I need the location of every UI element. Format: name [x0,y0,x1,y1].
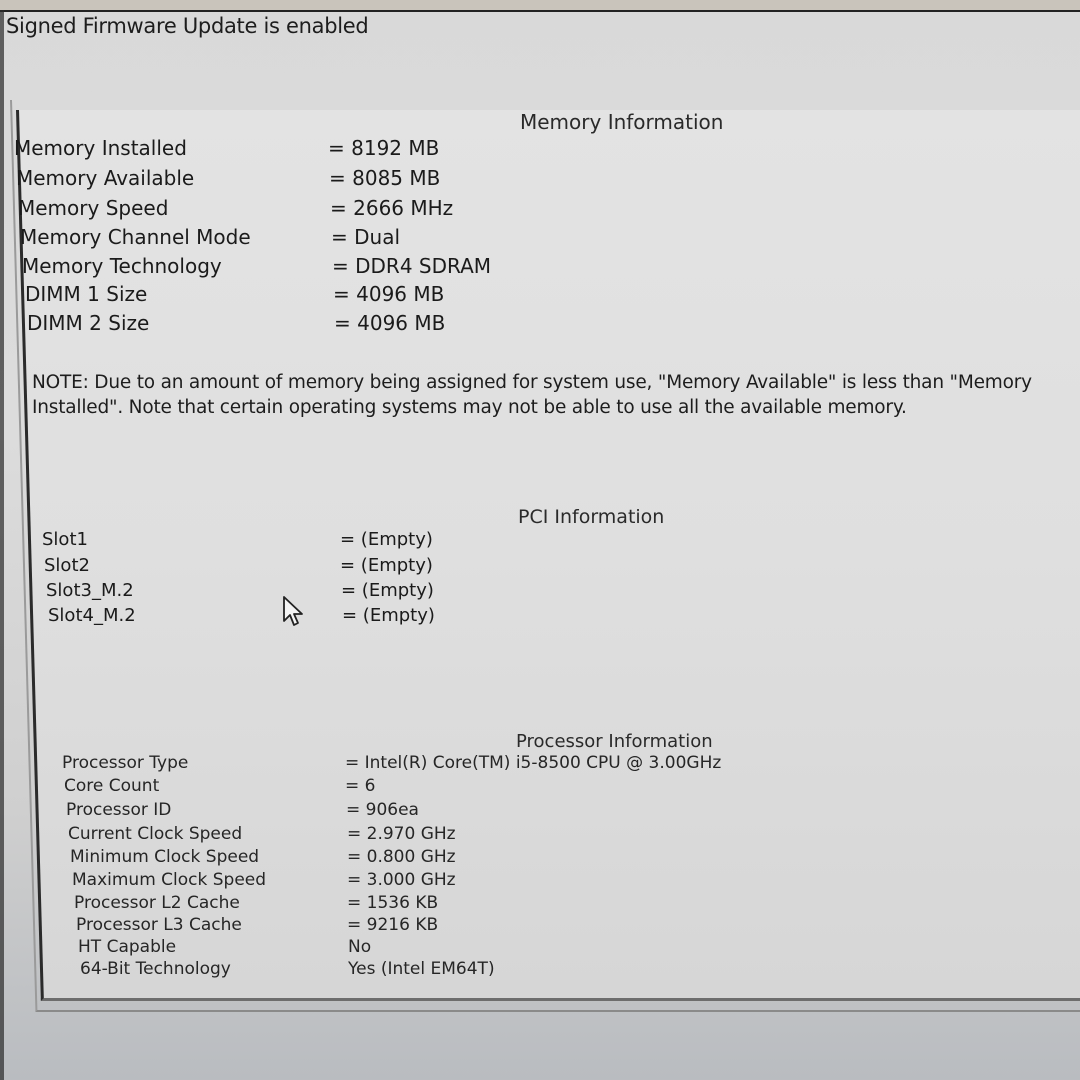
memory-row-label: Memory Available [16,166,195,190]
pci-slot-value: = (Empty) [340,529,433,550]
processor-row-label: Processor L3 Cache [76,915,242,935]
memory-row-label: DIMM 1 Size [25,282,148,306]
processor-row-label: HT Capable [78,937,177,957]
memory-row-value: = 4096 MB [334,311,446,335]
memory-information-title: Memory Information [520,110,724,134]
memory-row-value: = Dual [331,225,401,249]
window-top-border [0,0,1080,12]
memory-row-label: Memory Installed [14,136,187,160]
memory-row-value: = 8192 MB [328,136,440,160]
processor-row-label: Maximum Clock Speed [72,870,267,890]
processor-row-value: No [348,937,372,957]
memory-row-label: Memory Speed [18,196,169,220]
processor-row-label: Processor ID [66,800,172,820]
processor-row-value: = 906ea [346,800,419,820]
processor-information-title: Processor Information [516,731,713,752]
processor-row-value: = 2.970 GHz [347,824,456,844]
processor-row-label: Processor L2 Cache [74,893,240,913]
processor-row-label: Minimum Clock Speed [70,847,260,867]
processor-row-label: Processor Type [62,753,189,773]
processor-row-label: Current Clock Speed [68,824,243,844]
mouse-cursor-icon [282,595,308,629]
pci-slot-value: = (Empty) [342,605,435,626]
pci-information-title: PCI Information [518,506,665,528]
pci-slot-value: = (Empty) [341,580,434,601]
processor-row-value: = 1536 KB [347,893,439,913]
processor-row-value: = 6 [345,776,376,796]
firmware-status-text: Signed Firmware Update is enabled [6,14,369,38]
memory-note: NOTE: Due to an amount of memory being assigned for system use, "Memory Available" is less than "Memory Installed". Note that certain operating systems may not be able to use all the available memory. [32,372,1032,418]
pci-slot-label: Slot4_M.2 [48,605,136,626]
processor-row-label: Core Count [64,776,160,796]
pci-slot-label: Slot1 [42,529,88,550]
processor-row-label: 64-Bit Technology [80,959,231,979]
processor-row-value: = 3.000 GHz [347,870,456,890]
processor-row-value: = 9216 KB [347,915,439,935]
memory-row-label: Memory Channel Mode [20,225,251,249]
memory-row-label: DIMM 2 Size [27,311,150,335]
memory-row-value: = 4096 MB [333,282,445,306]
processor-row-value: Yes (Intel EM64T) [348,959,495,979]
pci-slot-label: Slot3_M.2 [46,580,134,601]
processor-row-value: = 0.800 GHz [347,847,456,867]
memory-row-value: = 8085 MB [329,166,441,190]
window-left-border [0,10,4,1080]
pci-slot-label: Slot2 [44,555,90,576]
pci-slot-value: = (Empty) [340,555,433,576]
memory-row-value: = 2666 MHz [330,196,454,220]
processor-row-value: = Intel(R) Core(TM) i5-8500 CPU @ 3.00GHz [345,753,722,773]
memory-row-value: = DDR4 SDRAM [332,254,492,278]
memory-row-label: Memory Technology [22,254,222,278]
